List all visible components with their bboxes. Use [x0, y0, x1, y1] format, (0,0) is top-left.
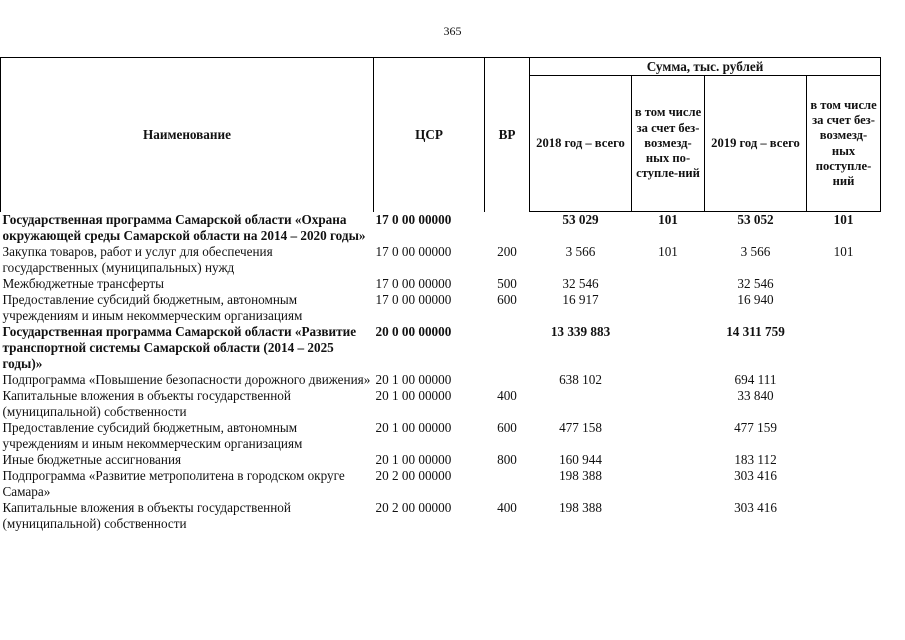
cell-2019-free	[807, 276, 881, 292]
header-name: Наименование	[1, 58, 374, 212]
cell-name: Закупка товаров, работ и услуг для обеспечения государственных (муниципальных) нужд	[2, 243, 273, 275]
cell-2018-free	[632, 420, 705, 452]
table-row	[1, 244, 881, 276]
header-vr: ВР	[485, 58, 530, 212]
cell-2018-free: 101	[658, 243, 678, 259]
cell-2018-free	[632, 372, 705, 388]
cell-2018-free	[632, 500, 705, 532]
cell-2018-total: 3 566	[565, 243, 596, 259]
page-number: 365	[443, 24, 462, 38]
cell-name: Подпрограмма «Повышение безопасности дорожного движения»	[2, 371, 371, 387]
cell-csr: 17 0 00 00000	[375, 275, 452, 291]
cell-2019-free	[807, 500, 881, 532]
cell-csr: 20 0 00 00000	[375, 323, 452, 339]
cell-csr: 20 1 00 00000	[375, 419, 452, 435]
cell-vr: 400	[497, 387, 517, 403]
cell-2019-total: 14 311 759	[726, 323, 785, 339]
cell-2018-total: 198 388	[559, 467, 602, 483]
cell-2019-free	[807, 420, 881, 452]
table-row	[1, 468, 881, 500]
cell-2018-total: 53 029	[562, 212, 599, 227]
cell-2018-free	[632, 468, 705, 500]
table-row	[1, 388, 881, 420]
cell-2018-free	[632, 324, 705, 372]
cell-csr: 20 2 00 00000	[375, 499, 452, 515]
cell-2019-total: 183 112	[734, 451, 777, 467]
table-row	[1, 276, 881, 292]
cell-vr	[485, 324, 530, 372]
cell-2019-free	[807, 452, 881, 468]
cell-2019-total: 3 566	[740, 243, 771, 259]
cell-2018-free	[632, 388, 705, 420]
cell-csr: 17 0 00 00000	[375, 291, 452, 307]
cell-2018-total: 198 388	[559, 499, 602, 515]
cell-name: Подпрограмма «Развитие метрополитена в городском округе Самара»	[2, 467, 345, 499]
cell-2018-total: 32 546	[562, 275, 599, 291]
cell-name: Предоставление субсидий бюджетным, автономным учреждениям и иным некоммерческим организациям	[2, 291, 303, 323]
cell-2018-total: 16 917	[562, 291, 599, 307]
cell-csr: 17 0 00 00000	[375, 243, 452, 259]
table-body	[1, 212, 881, 532]
cell-2019-total: 477 159	[734, 419, 777, 435]
header-2019-total: 2019 год – всего	[705, 76, 807, 212]
cell-name: Государственная программа Самарской области «Охрана окружающей среды Самарской области на 2014 – 2020 годы»	[2, 211, 366, 243]
table-row	[1, 452, 881, 468]
cell-2018-total: 477 158	[559, 419, 602, 435]
cell-csr: 17 0 00 00000	[375, 211, 452, 227]
header-2018-free: в том числе за счет без-возмезд-ных по-ступле-ний	[632, 76, 705, 212]
cell-2019-total: 16 940	[737, 291, 774, 307]
cell-vr	[485, 212, 530, 244]
cell-2019-total: 32 546	[737, 275, 774, 291]
cell-2019-total: 303 416	[734, 467, 777, 483]
cell-vr	[485, 372, 530, 388]
cell-2019-free: 101	[833, 243, 854, 259]
cell-2019-free	[807, 292, 881, 324]
cell-2018-total	[530, 388, 632, 420]
table-header	[1, 58, 881, 212]
cell-vr	[485, 468, 530, 500]
table-row	[1, 324, 881, 372]
header-sum: Сумма, тыс. рублей	[530, 58, 881, 76]
table-row	[1, 420, 881, 452]
cell-name: Предоставление субсидий бюджетным, автономным учреждениям и иным некоммерческим организациям	[2, 419, 303, 451]
cell-2019-free	[807, 388, 881, 420]
cell-2019-total: 53 052	[737, 212, 774, 227]
header-2018-total: 2018 год – всего	[530, 76, 632, 212]
table-row	[1, 212, 881, 244]
cell-2018-free: 101	[658, 212, 678, 227]
cell-name: Государственная программа Самарской области «Развитие транспортной системы Самарской области (2014 – 2025 годы)»	[2, 323, 357, 371]
budget-table	[0, 57, 881, 532]
cell-2019-total: 303 416	[734, 499, 777, 515]
cell-2019-free: 101	[833, 212, 854, 227]
cell-2018-free	[632, 452, 705, 468]
cell-csr: 20 2 00 00000	[375, 467, 452, 483]
cell-vr: 600	[497, 419, 517, 435]
cell-2019-total: 694 111	[734, 371, 777, 387]
cell-vr: 200	[497, 243, 517, 259]
cell-csr: 20 1 00 00000	[375, 371, 452, 387]
cell-name: Капитальные вложения в объекты государственной (муниципальной) собственности	[2, 499, 291, 531]
cell-name: Межбюджетные трансферты	[2, 275, 164, 291]
cell-2018-free	[632, 292, 705, 324]
cell-csr: 20 1 00 00000	[375, 387, 452, 403]
cell-2018-total: 638 102	[559, 371, 602, 387]
cell-2019-total: 33 840	[737, 387, 774, 403]
cell-csr: 20 1 00 00000	[375, 451, 452, 467]
table-row	[1, 500, 881, 532]
cell-2018-total: 160 944	[559, 451, 602, 467]
cell-2019-free	[807, 468, 881, 500]
cell-vr: 800	[497, 451, 517, 467]
header-csr: ЦСР	[374, 58, 485, 212]
cell-vr: 400	[497, 499, 517, 515]
cell-name: Капитальные вложения в объекты государственной (муниципальной) собственности	[2, 387, 291, 419]
cell-2019-free	[807, 324, 881, 372]
cell-2018-total: 13 339 883	[550, 323, 611, 339]
table-row	[1, 292, 881, 324]
cell-2019-free	[807, 372, 881, 388]
table-row	[1, 372, 881, 388]
cell-name: Иные бюджетные ассигнования	[2, 451, 182, 467]
cell-vr: 500	[497, 275, 517, 291]
header-2019-free: в том числе за счет без-возмезд-ных поступле-ний	[807, 76, 881, 212]
cell-vr: 600	[497, 291, 517, 307]
cell-2018-free	[632, 276, 705, 292]
